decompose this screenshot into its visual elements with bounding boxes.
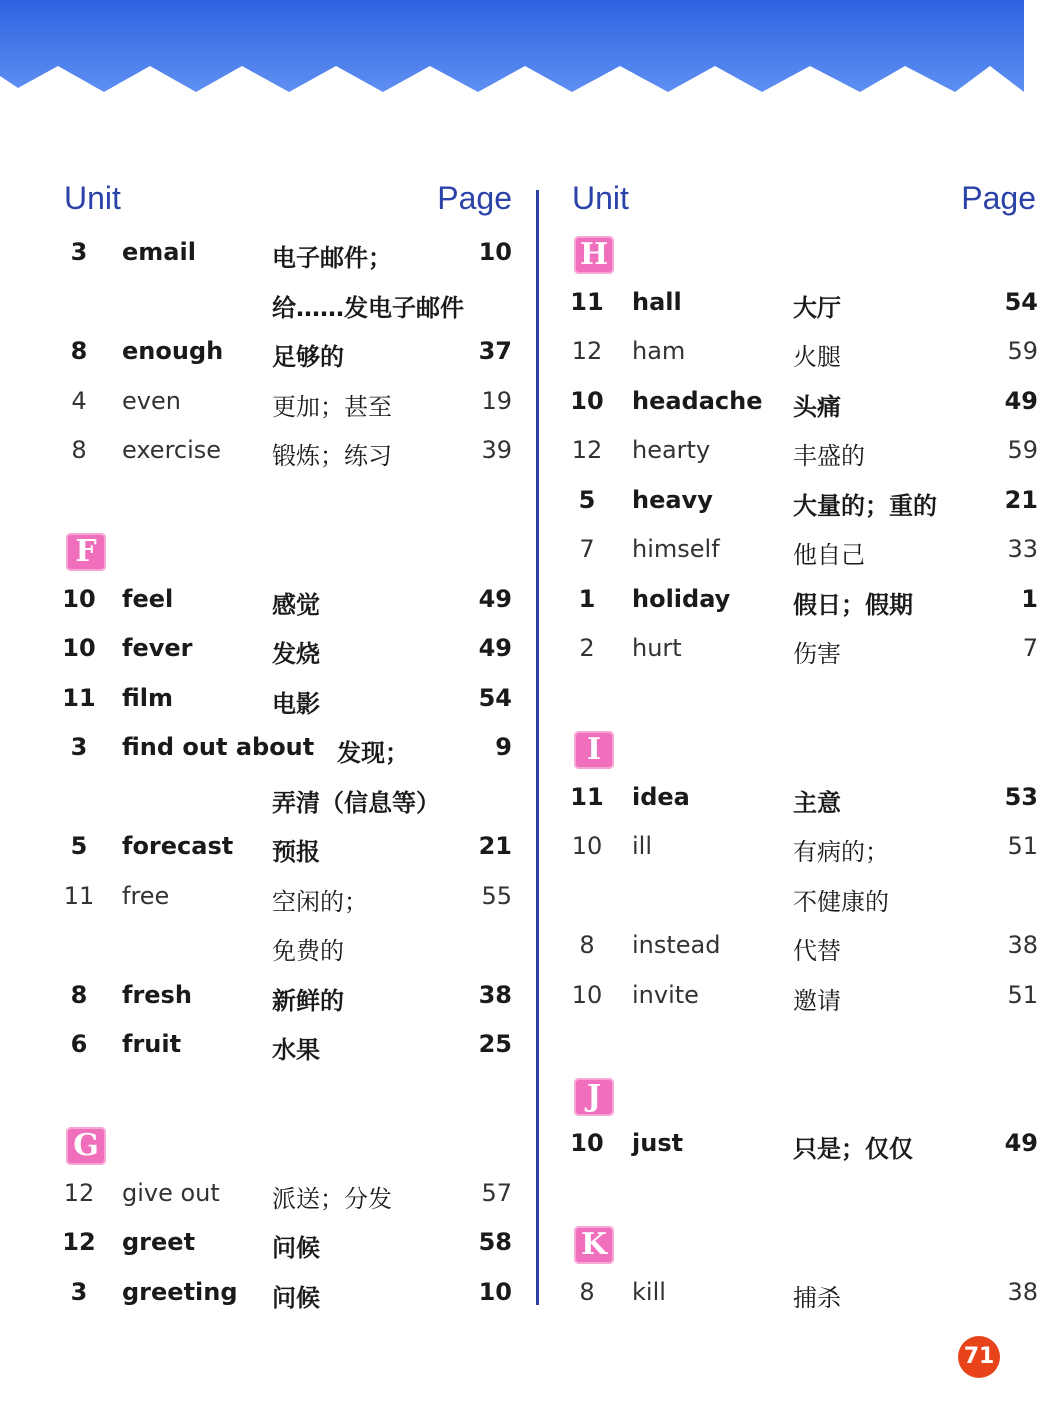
page-reference: 49 (478, 584, 512, 613)
entry-word: greet (122, 1228, 196, 1256)
unit-number: 12 (571, 436, 603, 464)
unit-number: 12 (62, 1228, 96, 1256)
page-reference: 55 (481, 881, 512, 910)
entry-meaning: 感觉 (272, 590, 320, 619)
page-reference: 38 (478, 980, 512, 1009)
entry-meaning: 伤害 (793, 640, 841, 668)
unit-header: Unit (64, 180, 121, 216)
entry-meaning: 代替 (793, 937, 841, 965)
unit-number: 12 (571, 337, 603, 365)
page-reference: 51 (1007, 832, 1038, 860)
entry-meaning: 免费的 (272, 937, 344, 965)
entry-meaning: 不健康的 (793, 887, 889, 916)
page-reference: 49 (1004, 1129, 1038, 1157)
letter-badge: J (574, 1078, 614, 1116)
section-spacer (62, 1072, 512, 1122)
glossary-entry (570, 379, 1038, 429)
entry-word: instead (632, 931, 721, 959)
glossary-entry (62, 874, 512, 924)
glossary-entry (62, 775, 512, 825)
page-reference: 9 (495, 733, 512, 761)
entry-meaning: 更加；甚至 (272, 392, 392, 421)
section-spacer (570, 676, 1020, 726)
entry-word: email (122, 238, 196, 266)
unit-number: 6 (70, 1030, 88, 1058)
page-reference: 49 (1004, 386, 1038, 415)
glossary-entry (570, 577, 1038, 627)
entry-meaning: 给……发电子邮件 (272, 293, 464, 322)
glossary-entry (62, 1220, 512, 1270)
unit-number: 10 (62, 584, 96, 613)
header-banner (0, 0, 1024, 110)
glossary-entry (62, 1171, 512, 1221)
letter-section-heading (570, 725, 1020, 775)
glossary-entry (570, 1121, 1038, 1171)
entry-word: heavy (632, 485, 713, 514)
unit-number: 4 (71, 386, 87, 415)
unit-number: 2 (579, 634, 595, 662)
glossary-entry (62, 280, 512, 330)
glossary-entry (570, 775, 1038, 825)
letter-section-heading (570, 1220, 1020, 1270)
unit-number: 3 (70, 238, 88, 266)
glossary-entry (62, 626, 512, 676)
glossary-entry (570, 527, 1038, 577)
entry-word: ham (632, 337, 686, 365)
page-reference: 21 (478, 832, 512, 860)
entry-word: film (122, 683, 174, 712)
glossary-entry (62, 1270, 512, 1320)
glossary-entry (62, 676, 512, 726)
entry-word: enough (122, 337, 224, 365)
unit-number: 1 (578, 584, 596, 613)
glossary-entry (570, 428, 1038, 478)
letter-badge: G (66, 1127, 106, 1165)
unit-number: 8 (579, 931, 595, 959)
glossary-entry (570, 973, 1038, 1023)
entry-word: feel (122, 584, 174, 613)
entry-meaning: 新鲜的 (272, 986, 344, 1015)
glossary-entry (62, 1022, 512, 1072)
page-header: Page (961, 180, 1036, 216)
unit-header: Unit (572, 180, 629, 216)
entry-meaning: 派送；分发 (272, 1184, 392, 1213)
entry-word: greeting (122, 1277, 238, 1306)
entry-word: headache (632, 386, 763, 415)
entry-word: even (122, 386, 181, 415)
glossary-entry (570, 626, 1038, 676)
unit-number: 10 (571, 980, 603, 1009)
column-divider (536, 190, 539, 1305)
entry-meaning: 有病的； (793, 838, 889, 866)
page-reference: 38 (1007, 1277, 1038, 1306)
page-reference: 25 (478, 1030, 512, 1058)
glossary-entry (62, 725, 512, 775)
entry-meaning: 空闲的； (272, 887, 368, 916)
left-column-header (62, 180, 512, 224)
section-spacer (570, 1022, 1020, 1072)
page-reference: 21 (1004, 485, 1038, 514)
glossary-entry (570, 874, 1020, 924)
letter-section-heading (570, 1072, 1020, 1122)
entry-meaning: 假日；假期 (793, 590, 913, 619)
page-reference: 59 (1007, 337, 1038, 365)
entry-meaning: 电子邮件； (272, 244, 392, 272)
letter-badge: F (66, 533, 106, 571)
entry-word: free (122, 881, 170, 910)
unit-number: 11 (62, 683, 96, 712)
page-reference: 7 (1022, 634, 1038, 662)
page-reference: 58 (478, 1228, 512, 1256)
page-reference: 49 (478, 634, 512, 662)
entry-word: hall (632, 287, 682, 316)
entry-meaning: 预报 (272, 838, 320, 866)
glossary-entry (570, 478, 1038, 528)
left-rows (62, 230, 512, 1319)
right-column (570, 180, 1038, 1319)
letter-section-heading (62, 1121, 512, 1171)
section-spacer (62, 478, 512, 528)
unit-number: 10 (570, 1129, 604, 1157)
entry-meaning: 发现； (337, 739, 409, 767)
letter-badge: K (574, 1226, 614, 1264)
unit-number: 7 (579, 535, 595, 563)
entry-meaning: 只是；仅仅 (793, 1135, 913, 1163)
entry-word: himself (632, 535, 720, 563)
entry-meaning: 电影 (272, 689, 320, 718)
entry-meaning: 锻炼；练习 (272, 442, 392, 470)
page-reference: 10 (478, 238, 512, 266)
unit-number: 5 (70, 832, 88, 860)
right-rows (570, 230, 1038, 1319)
entry-meaning: 主意 (793, 788, 841, 817)
glossary-entry (570, 824, 1038, 874)
entry-word: fresh (122, 980, 192, 1009)
left-column (62, 180, 512, 1319)
entry-meaning: 大量的；重的 (793, 491, 937, 520)
glossary-entry (62, 973, 512, 1023)
glossary-entry (62, 428, 512, 478)
page-reference: 54 (1004, 287, 1038, 316)
page-reference: 19 (481, 386, 512, 415)
unit-number: 3 (70, 1277, 88, 1306)
page-reference: 54 (478, 683, 512, 712)
unit-number: 11 (63, 881, 95, 910)
page-reference: 1 (1021, 584, 1038, 613)
page-reference: 57 (481, 1178, 512, 1207)
letter-badge: I (574, 731, 614, 769)
entry-meaning: 问候 (272, 1234, 320, 1262)
entry-word: fever (122, 634, 193, 662)
section-spacer (570, 1171, 1020, 1221)
entry-meaning: 足够的 (272, 343, 344, 371)
unit-number: 10 (62, 634, 96, 662)
glossary-entry (62, 824, 512, 874)
page-reference: 53 (1004, 782, 1038, 811)
unit-number: 8 (579, 1277, 595, 1306)
entry-meaning: 丰盛的 (793, 442, 865, 470)
entry-meaning: 水果 (272, 1036, 320, 1064)
entry-word: holiday (632, 584, 731, 613)
entry-word: find out about (122, 733, 315, 761)
page-reference: 10 (478, 1277, 512, 1306)
glossary-entry (62, 329, 512, 379)
page-reference: 37 (478, 337, 512, 365)
glossary-entry (62, 577, 512, 627)
entry-meaning: 捕杀 (793, 1283, 841, 1312)
entry-word: forecast (122, 832, 234, 860)
letter-badge: H (574, 236, 614, 274)
entry-meaning: 邀请 (793, 986, 841, 1015)
page-reference: 51 (1007, 980, 1038, 1009)
unit-number: 11 (570, 782, 604, 811)
unit-number: 8 (71, 436, 87, 464)
entry-meaning: 弄清（信息等） (272, 788, 440, 817)
glossary-entry (62, 379, 512, 429)
entry-word: idea (632, 782, 690, 811)
unit-number: 12 (63, 1178, 95, 1207)
letter-section-heading (62, 527, 512, 577)
unit-number: 3 (70, 733, 88, 761)
entry-meaning: 火腿 (793, 343, 841, 371)
entry-meaning: 他自己 (793, 541, 865, 569)
page-reference: 33 (1007, 535, 1038, 563)
entry-word: just (632, 1129, 684, 1157)
unit-number: 8 (70, 980, 88, 1009)
unit-number: 8 (70, 337, 88, 365)
glossary-entry (62, 230, 512, 280)
entry-word: invite (632, 980, 699, 1009)
page-header: Page (437, 180, 512, 216)
entry-meaning: 头痛 (793, 392, 841, 421)
unit-number: 11 (570, 287, 604, 316)
unit-number: 5 (578, 485, 596, 514)
entry-meaning: 问候 (272, 1283, 320, 1312)
glossary-entry (570, 329, 1038, 379)
glossary-entry (570, 923, 1038, 973)
letter-section-heading (570, 230, 1020, 280)
glossary-entry (570, 1270, 1038, 1320)
page-reference: 59 (1007, 436, 1038, 464)
unit-number: 10 (571, 832, 603, 860)
right-column-header (570, 180, 1036, 224)
entry-word: hurt (632, 634, 682, 662)
page-reference: 39 (481, 436, 512, 464)
entry-meaning: 发烧 (272, 640, 320, 668)
unit-number: 10 (570, 386, 604, 415)
glossary-entry (62, 923, 512, 973)
entry-word: kill (632, 1277, 666, 1306)
entry-word: give out (122, 1178, 220, 1207)
glossary-entry (570, 280, 1038, 330)
entry-meaning: 大厅 (793, 293, 841, 322)
entry-word: exercise (122, 436, 222, 464)
page-reference: 38 (1007, 931, 1038, 959)
page-number-badge: 71 (958, 1336, 1000, 1378)
entry-word: ill (632, 832, 653, 860)
entry-word: hearty (632, 436, 711, 464)
entry-word: fruit (122, 1030, 182, 1058)
